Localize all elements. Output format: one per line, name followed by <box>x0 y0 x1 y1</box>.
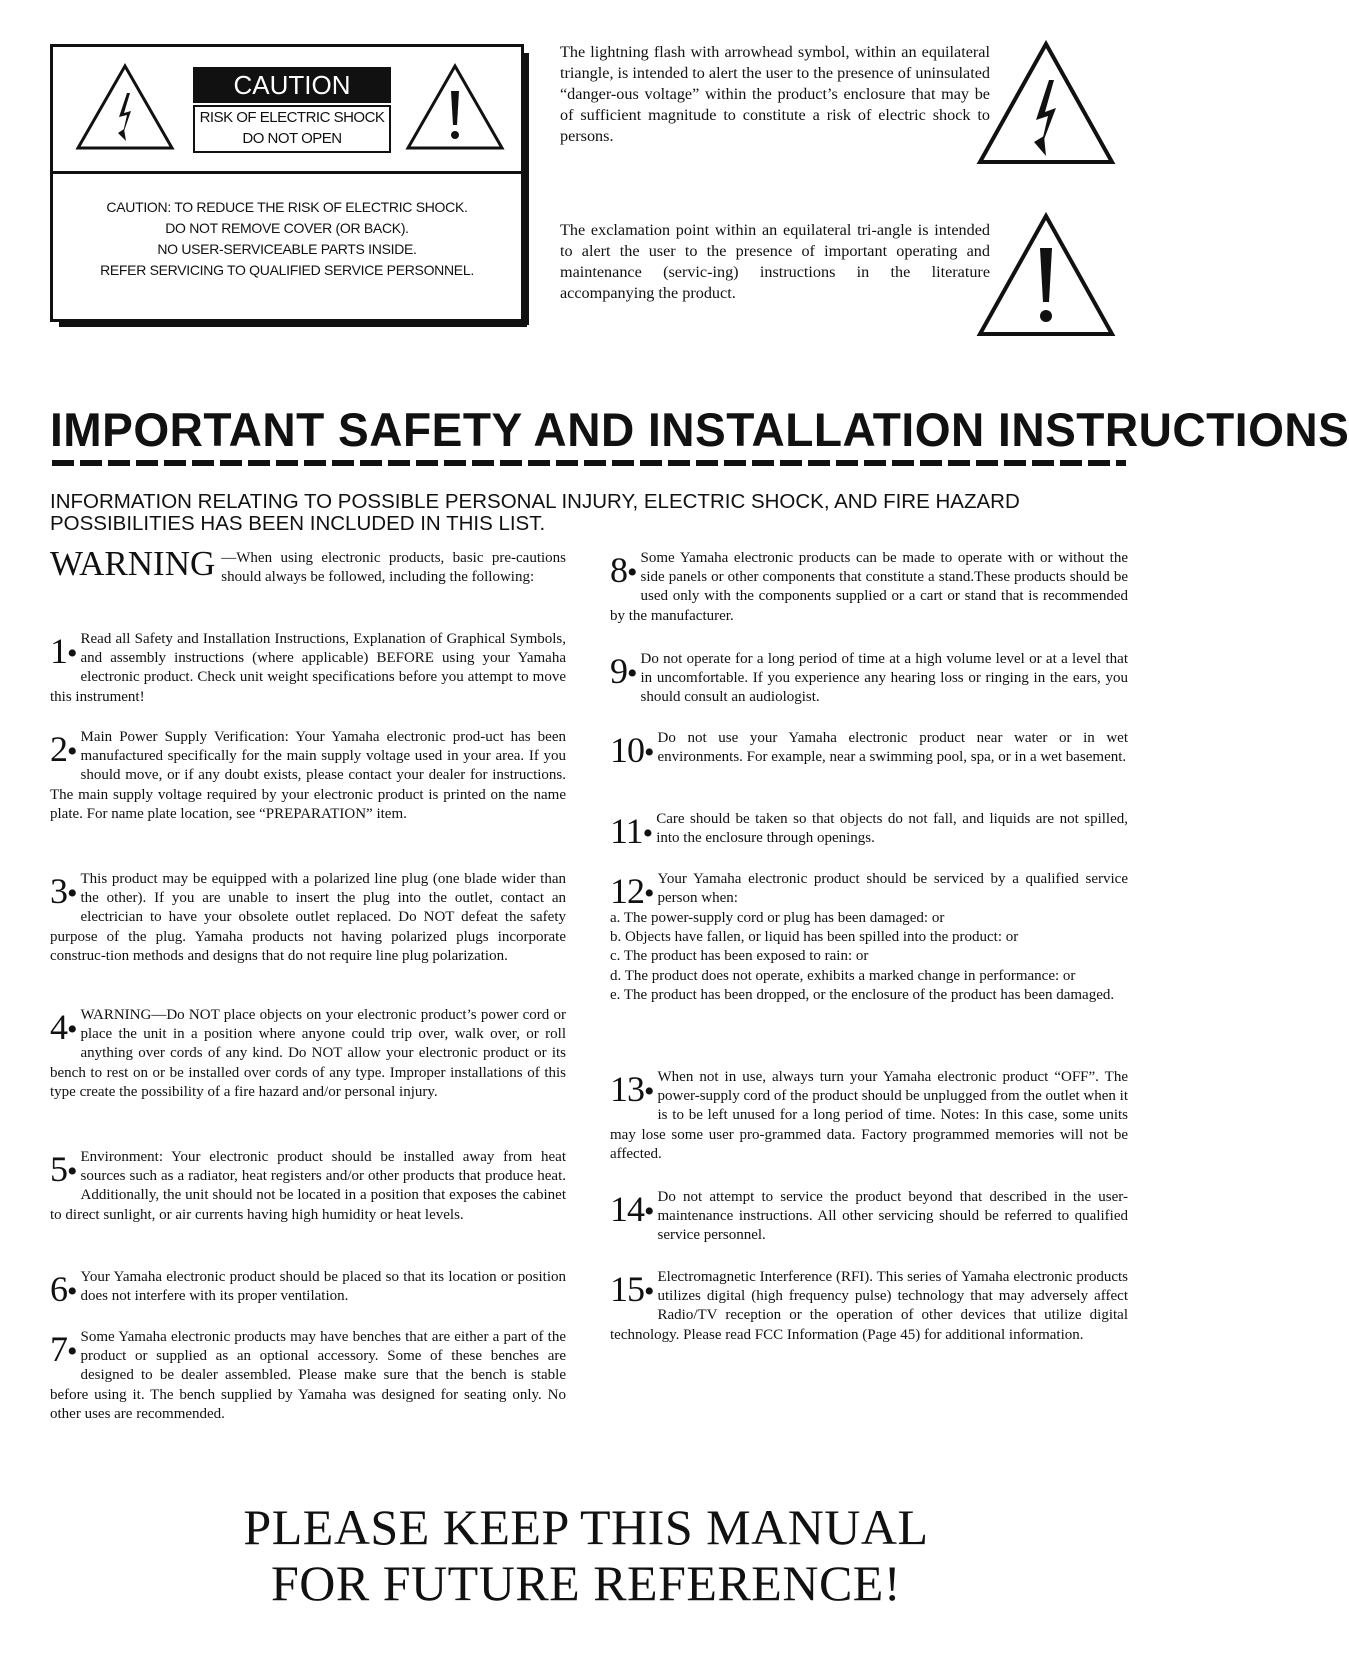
item-text: This product may be equipped with a polarized line plug (one blade wider than the other). If you are unable to insert the plug into the outlet, contact an electrician to have your obsolete outlet replaced. Do NOT defeat the safety purpose of the plug. Yamaha products not having polarized plugs incorporate construc-tion methods and designs that do not require line plug polarization. <box>50 871 566 964</box>
list-item <box>610 1268 1128 1345</box>
box-shadow <box>59 322 527 327</box>
warning-intro <box>50 544 566 587</box>
list-item <box>610 1188 1128 1246</box>
item-number: 11• <box>610 811 653 851</box>
item-text: Read all Safety and Installation Instructions, Explanation of Graphical Symbols, and assembly instructions (where applicable) BEFORE using your Yamaha electronic product. Check unit weight specifications before you attempt to move this instrument! <box>50 631 566 705</box>
item-number: 13• <box>610 1069 654 1109</box>
lightning-symbol-explanation: The lightning flash with arrowhead symbol, within an equilateral triangle, is intended to alert the user to the presence of uninsulated “danger-ous voltage” within the product’s enclosure that may be of sufficient magnitude to constitute a risk of electric shock to persons. <box>560 43 990 145</box>
item-text: Do not operate for a long period of time at a high volume level or at a level that in uncomfortable. If you experience any hearing loss or ringing in the ears, you should consult an audiologist. <box>640 651 1128 706</box>
item-text: Environment: Your electronic product should be installed away from heat sources such as a radiator, heat registers and/or other products that produce heat. Additionally, the unit should not be located in a position that exposes the cabinet to direct sunlight, or air currents having high humidity or heat levels. <box>50 1149 566 1223</box>
item-number: 14• <box>610 1189 654 1229</box>
item-text: Your Yamaha electronic product should be placed so that its location or position does not interfere with its proper ventilation. <box>80 1269 566 1305</box>
sub-list-item: b. Objects have fallen, or liquid has been spilled into the product: or <box>610 929 1019 946</box>
item-text: Some Yamaha electronic products may have benches that are either a part of the product or supplied as an optional accessory. Some of these benches are designed to be dealer assembled. Please make sure that the bench is stable before using it. The bench supplied by Yamaha was designed for seating only. No other uses are recommended. <box>50 1329 566 1422</box>
item-number: 6• <box>50 1269 77 1309</box>
list-item <box>610 650 1128 708</box>
list-item <box>610 1068 1128 1164</box>
box-shadow <box>524 53 529 325</box>
item-number: 9• <box>610 651 637 691</box>
caution-line: NO USER-SERVICEABLE PARTS INSIDE. <box>157 241 417 257</box>
caution-box <box>50 44 524 322</box>
footer-line: FOR FUTURE REFERENCE! <box>270 1555 901 1611</box>
risk-box <box>193 105 391 153</box>
lightning-triangle-icon <box>976 40 1116 166</box>
item-text: Electromagnetic Interference (RFI). This series of Yamaha electronic products utilizes digital (high frequency pulse) technology that may adversely affect Radio/TV reception or the operation of other devices that utilize digital technology. Please read FCC Information (Page 45) for additional information. <box>610 1269 1128 1343</box>
risk-line: DO NOT OPEN <box>242 130 342 147</box>
risk-line: RISK OF ELECTRIC SHOCK <box>199 109 385 126</box>
page-title: IMPORTANT SAFETY AND INSTALLATION INSTRUCTIONS <box>50 403 1349 456</box>
sub-list-item: e. The product has been dropped, or the enclosure of the product has been damaged. <box>610 986 1115 1003</box>
info-heading-line: POSSIBILITIES HAS BEEN INCLUDED IN THIS LIST. <box>50 512 546 535</box>
sub-list-item: c. The product has been exposed to rain: or <box>610 948 869 965</box>
list-item <box>50 1148 566 1225</box>
item-text: Do not attempt to service the product beyond that described in the user-maintenance instructions. All other servicing should be referred to qualified service personnel. <box>657 1189 1128 1244</box>
item-number: 15• <box>610 1269 654 1309</box>
item-text: Some Yamaha electronic products can be made to operate with or without the side panels or other components that constitute a stand.These products should be used only with the components supplied or a cart or stand that is recommended by the manufacturer. <box>610 550 1128 624</box>
item-text: Care should be taken so that objects do not fall, and liquids are not spilled, into the enclosure through openings. <box>656 811 1128 847</box>
item-number: 3• <box>50 871 77 911</box>
divider <box>53 171 521 174</box>
list-item <box>610 729 1128 768</box>
caution-line: REFER SERVICING TO QUALIFIED SERVICE PERSONNEL. <box>100 262 474 278</box>
item-number: 8• <box>610 550 637 590</box>
item-number: 12• <box>610 871 654 911</box>
sub-list <box>610 909 1128 1005</box>
item-number: 10• <box>610 730 654 770</box>
dashed-rule <box>52 460 1126 466</box>
item-number: 7• <box>50 1329 77 1369</box>
list-item <box>50 630 566 707</box>
list-item <box>610 870 1128 1005</box>
list-item <box>50 870 566 966</box>
warning-word: WARNING <box>50 544 216 583</box>
item-text: Do not use your Yamaha electronic product near water or in wet environments. For example, near a swimming pool, spa, or in a wet basement. <box>657 730 1128 766</box>
caution-line: CAUTION: TO REDUCE THE RISK OF ELECTRIC SHOCK. <box>106 199 468 215</box>
item-number: 1• <box>50 631 77 671</box>
caution-text <box>53 197 521 281</box>
sub-list-item: a. The power-supply cord or plug has been damaged: or <box>610 910 945 926</box>
caution-box-header <box>53 47 521 173</box>
footer-line: PLEASE KEEP THIS MANUAL <box>243 1499 929 1555</box>
item-number: 4• <box>50 1007 77 1047</box>
caution-label: CAUTION <box>193 67 391 103</box>
list-item <box>610 810 1128 849</box>
sub-list-item: d. The product does not operate, exhibits a marked change in performance: or <box>610 967 1076 984</box>
list-item <box>50 1328 566 1424</box>
info-heading-line: INFORMATION RELATING TO POSSIBLE PERSONAL INJURY, ELECTRIC SHOCK, AND FIRE HAZARD <box>50 490 1020 513</box>
lightning-warning-icon <box>75 63 175 151</box>
list-item <box>50 728 566 824</box>
list-item <box>50 1006 566 1102</box>
item-number: 5• <box>50 1149 77 1189</box>
item-text: Main Power Supply Verification: Your Yamaha electronic prod-uct has been manufactured specifically for the main supply voltage used in your area. If you should move, or if any doubt exists, please contact your dealer for instructions. The main supply voltage required by your electronic product is printed on the name plate. For name plate location, see “PREPARATION” item. <box>50 729 566 822</box>
list-item <box>50 1268 566 1307</box>
exclamation-triangle-icon <box>976 212 1116 338</box>
exclamation-warning-icon <box>405 63 505 151</box>
warning-text: —When using electronic products, basic pre-cautions should always be followed, including the following: <box>221 550 566 586</box>
item-text: Your Yamaha electronic product should be serviced by a qualified service person when: <box>657 871 1128 907</box>
list-item <box>610 549 1128 626</box>
caution-line: DO NOT REMOVE COVER (OR BACK). <box>165 220 409 236</box>
info-heading <box>50 491 1130 535</box>
item-text: WARNING—Do NOT place objects on your electronic product’s power cord or place the unit in a position where anyone could trip over, walk over, or roll anything over cords of any kind. Do NOT allow your electronic product or its bench to rest on or be installed over cords of any type. Improper installations of this type create the possibility of a fire hazard and/or personal injury. <box>50 1007 566 1100</box>
item-number: 2• <box>50 729 77 769</box>
item-text: When not in use, always turn your Yamaha electronic product “OFF”. The power-supply cord of the product should be unplugged from the outlet when it is to be left unused for a long period of time. Notes: In this case, some units may lose some user pro-grammed data. Factory programmed memories will not be affected. <box>610 1069 1128 1162</box>
exclamation-symbol-explanation: The exclamation point within an equilateral tri-angle is intended to alert the user to the presence of important operating and maintenance (servic-ing) instructions in the literature accompanying the product. <box>560 221 990 302</box>
